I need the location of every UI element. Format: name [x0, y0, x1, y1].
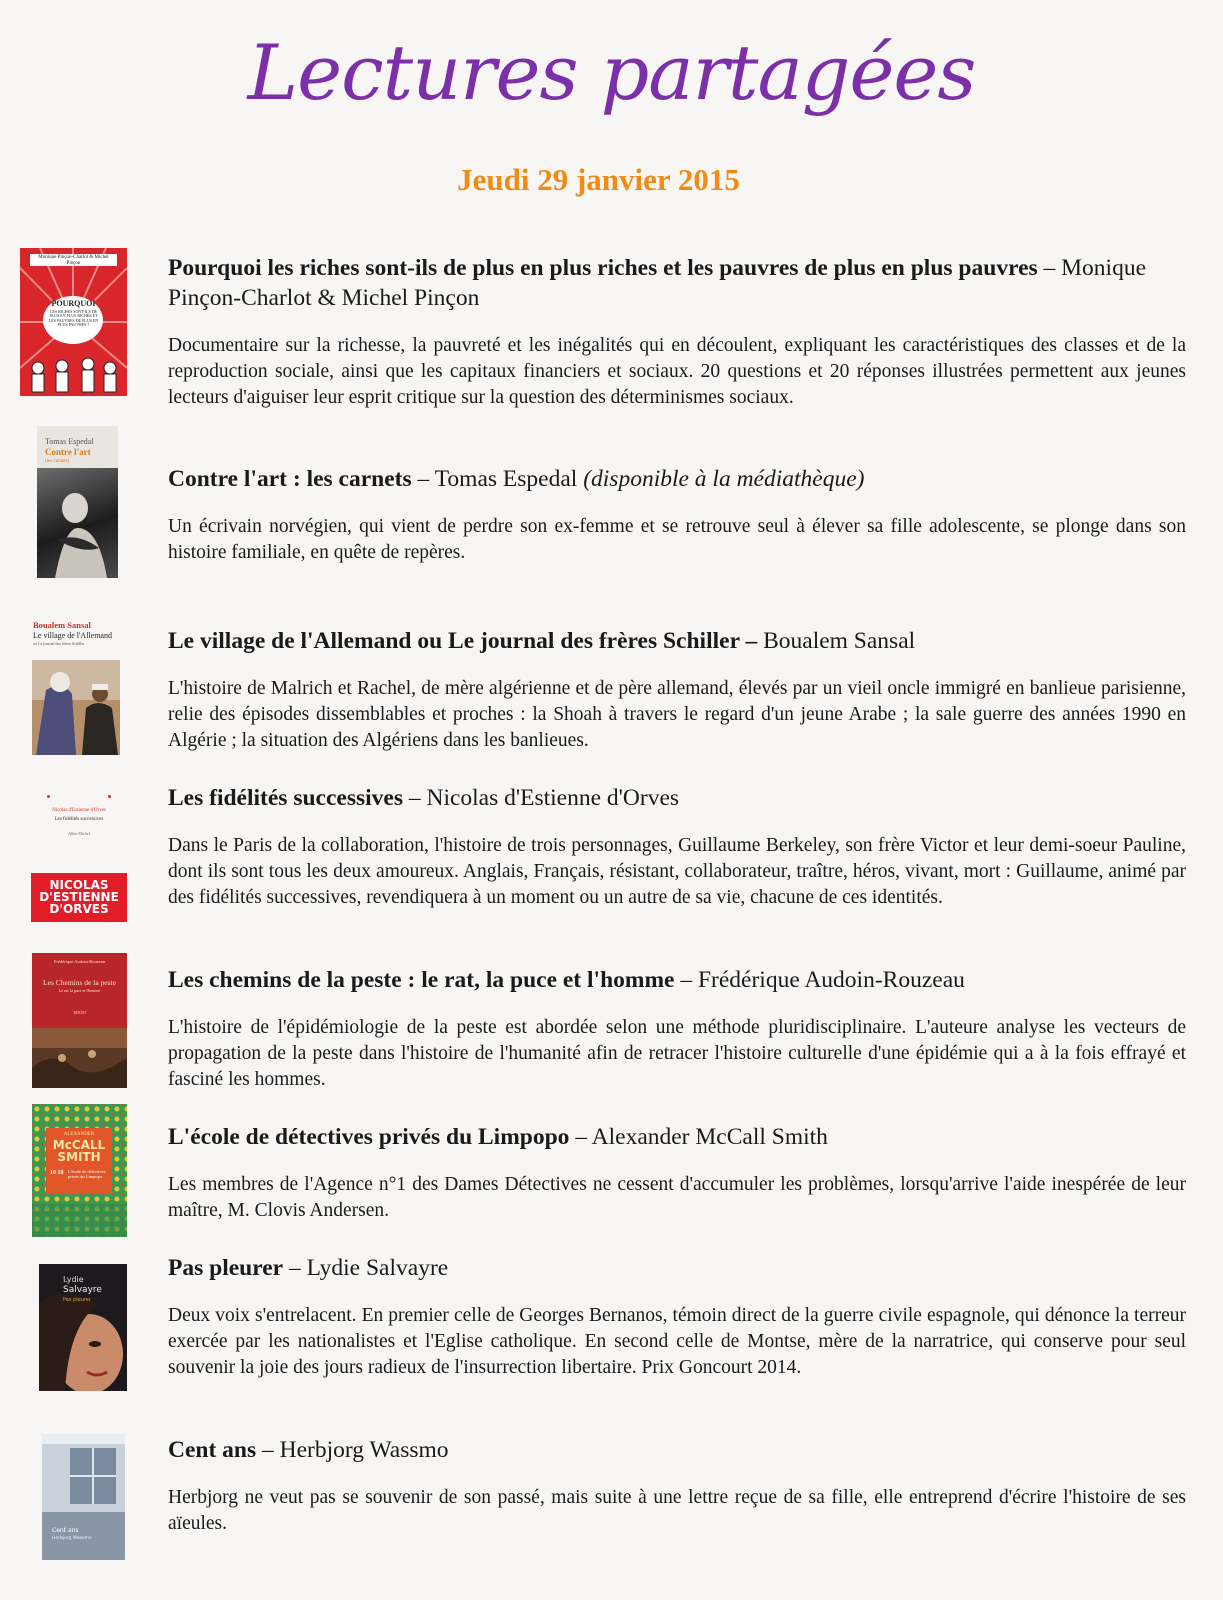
page-title: Lectures partagées	[247, 28, 976, 117]
book-entry-4	[168, 783, 1186, 910]
book-description: L'histoire de Malrich et Rachel, de mère algérienne et de père allemand, élevés par un vieil oncle immigré en banlieue parisienne, relie des épisodes dissemblables et proches : la Shoah à travers le regard d'un jeune Arabe ; la sale guerre des années 1990 en Algérie ; la situation des Algériens dans les banlieues.	[168, 678, 1186, 751]
cover-7-author-last: Salvayre	[63, 1285, 102, 1295]
book-cover-6	[32, 1104, 127, 1237]
cover-6-title: L'école de détectives privés du Limpopo	[68, 1169, 106, 1179]
cover-8-title: Cent ans	[52, 1527, 79, 1534]
book-title: Pas pleurer	[168, 1255, 284, 1281]
book-description: Les membres de l'Agence n°1 des Dames Détectives ne cessent d'accumuler les problèmes, lorsqu'arrive l'aide inespérée de leur maître, M. Clovis Andersen.	[168, 1174, 1186, 1221]
book-description: L'histoire de l'épidémiologie de la peste est abordée selon une méthode pluridisciplinaire. L'auteure analyse les vecteurs de propagation de la peste dans l'histoire de l'humanité afin de retracer l'histoire culturelle d'une épidémie qui a à la fois effrayé et fasciné les hommes.	[168, 1017, 1186, 1090]
book-heading	[168, 1122, 1186, 1152]
book-entry-2	[168, 464, 1186, 566]
book-description: Un écrivain norvégien, qui vient de perdre son ex-femme et se retrouve seul à élever sa fille adolescente, se plonge dans son histoire familiale, en quête de repères.	[168, 516, 1186, 563]
book-cover-5	[32, 953, 127, 1088]
cover-5-collection: TEXTO	[72, 1010, 87, 1015]
cover-1-author: Monique Pinçon-Charlot & Michel Pinçon	[38, 255, 109, 266]
book-entry-5	[168, 965, 1186, 1092]
book-author: – Monique Pinçon-Charlot & Michel Pinçon	[168, 255, 1147, 311]
cover-6-author-last: McCALL SMITH	[52, 1138, 106, 1164]
cover-4-author: Nicolas d'Estienne d'Orves	[52, 808, 106, 813]
book-cover-7	[39, 1264, 127, 1391]
book-title: Le village de l'Allemand ou Le journal des frères Schiller –	[168, 628, 758, 654]
book-title: Cent ans	[168, 1437, 257, 1463]
cover-4-banner: NICOLAS D'ESTIENNE D'ORVES	[39, 878, 119, 916]
book-heading	[168, 626, 1186, 656]
book-cover-4	[31, 792, 127, 922]
book-description: Herbjorg ne veut pas se souvenir de son passé, mais suite à une lettre reçue de sa fille, elle entreprend d'écrire l'histoire de ses aïeules.	[168, 1487, 1186, 1534]
cover-7-author-first: Lydie	[63, 1275, 84, 1284]
cover-5-title: Les Chemins de la peste	[43, 978, 116, 987]
book-cover-2	[37, 426, 118, 578]
book-cover-8	[42, 1434, 125, 1560]
cover-5-subtitle: Le rat, la puce et l'homme	[58, 988, 101, 993]
book-author: – Nicolas d'Estienne d'Orves	[408, 785, 680, 811]
book-heading	[168, 464, 1186, 494]
book-author: – Herbjorg Wassmo	[262, 1437, 449, 1463]
book-heading	[168, 253, 1186, 313]
cover-6-publisher: 10 18	[50, 1170, 64, 1176]
cover-8-author: Herbjorg Wassmo	[52, 1536, 92, 1541]
cover-4-publisher: Albin Michel	[68, 831, 90, 836]
page-date: Jeudi 29 janvier 2015	[457, 162, 740, 197]
book-author: – Tomas Espedal	[417, 466, 578, 492]
cover-3-title: Le village de l'Allemand	[33, 631, 112, 640]
book-entry-3	[168, 626, 1186, 753]
book-description: Dans le Paris de la collaboration, l'histoire de trois personnages, Guillaume Berkeley, son frère Victor et leur demi-soeur Pauline, dont ils sont tous les deux amoureux. Anglais, Français, résistant, collaborateur, traître, héros, vivant, mort : Guillaume, animé par des fidélités successives, revendiquera à un moment ou un autre de sa vie, chacune de ces identités.	[168, 835, 1186, 908]
cover-photo-girl	[37, 468, 118, 578]
cover-1-title: POURQUOI	[51, 299, 96, 308]
book-entry-1	[168, 253, 1186, 410]
cover-1-subtitle: LES RICHES SONT-ILS DE PLUS EN PLUS RICHES ET LES PAUVRES DE PLUS EN PLUS PAUVRES ?	[48, 309, 99, 328]
book-description: Deux voix s'entrelacent. En premier celle de Georges Bernanos, témoin direct de la guerre civile espagnole, qui dénonce la terreur exercée par les nationalistes et l'Eglise catholique. En second celle de Montse, mère de la narratrice, qui conserve pour seul souvenir la joie des jours radieux de l'insurrection libertaire. Prix Goncourt 2014.	[168, 1305, 1186, 1378]
book-author: – Alexander McCall Smith	[575, 1124, 828, 1150]
cover-7-title: Pas pleurer	[63, 1297, 91, 1303]
book-heading	[168, 965, 1186, 995]
cover-2-author: Tomas Espedal	[45, 437, 94, 446]
cover-2-title: Contre l'art	[45, 447, 91, 457]
cover-3-author: Boualem Sansal	[33, 620, 91, 630]
cover-photo-men	[32, 660, 120, 755]
book-heading	[168, 1253, 1186, 1283]
book-author: Boualem Sansal	[763, 628, 916, 654]
book-entry-7	[168, 1253, 1186, 1380]
book-heading	[168, 783, 1186, 813]
book-title: Les chemins de la peste : le rat, la puce et l'homme	[168, 967, 675, 993]
availability-note: (disponible à la médiathèque)	[583, 466, 865, 492]
cover-5-author: Frédérique Audoin-Rouzeau	[53, 959, 106, 964]
book-entry-8	[168, 1435, 1186, 1537]
book-author: – Frédérique Audoin-Rouzeau	[680, 967, 965, 993]
cover-6-author-first: ALEXANDER	[63, 1132, 95, 1137]
book-title: Contre l'art : les carnets	[168, 466, 412, 492]
cover-2-subtitle: (les carnets)	[45, 459, 70, 464]
cover-4-title: Les fidélités successives	[54, 817, 104, 822]
book-heading	[168, 1435, 1186, 1465]
book-author: – Lydie Salvayre	[288, 1255, 449, 1281]
cover-painting	[32, 1028, 127, 1088]
book-title: Pourquoi les riches sont-ils de plus en plus riches et les pauvres de plus en plus pauvres	[168, 255, 1038, 281]
book-description: Documentaire sur la richesse, la pauvreté et les inégalités qui en découlent, expliquant les caractéristiques des classes et de la reproduction sociale, ainsi que les capitaux financiers et sociaux. 20 questions et 20 réponses illustrées permettent aux jeunes lecteurs d'aiguiser leur esprit critique sur la question des déterminismes sociaux.	[168, 335, 1186, 408]
book-entry-6	[168, 1122, 1186, 1224]
book-cover-3	[32, 620, 120, 755]
book-cover-1	[20, 248, 127, 396]
book-title: L'école de détectives privés du Limpopo	[168, 1124, 570, 1150]
book-title: Les fidélités successives	[168, 785, 403, 811]
cover-3-subtitle: ou Le journal des frères Schiller	[33, 641, 85, 646]
